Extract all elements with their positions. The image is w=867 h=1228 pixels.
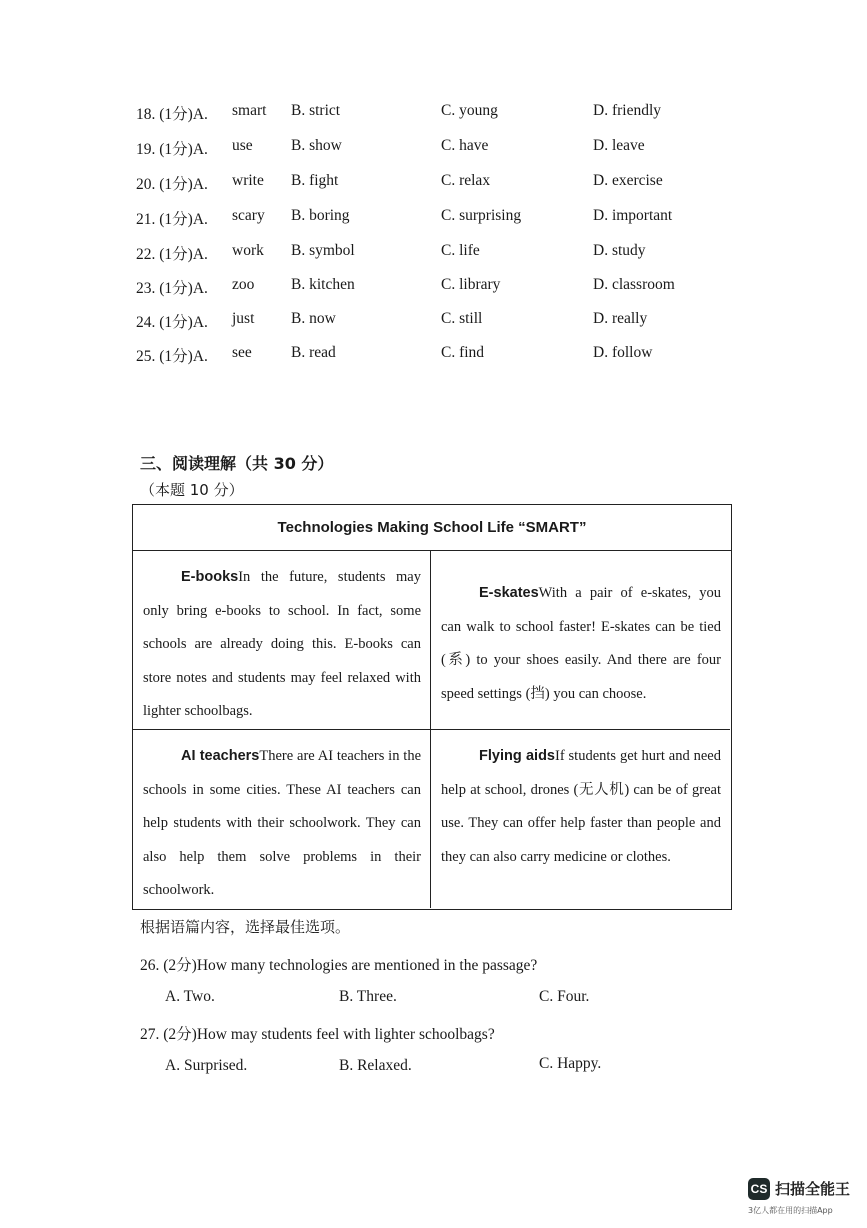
question-number: 20. (1分)A. <box>136 176 208 193</box>
option-a: write <box>232 172 264 189</box>
cloze-option-row <box>0 310 867 340</box>
cell-heading: E-skates <box>479 585 539 601</box>
section-title: 三、阅读理解（共 30 分） <box>140 454 334 473</box>
answer-option: A. Two. <box>165 988 215 1005</box>
watermark-app-name: 扫描全能王 <box>775 1180 851 1198</box>
cloze-option-row <box>0 276 867 306</box>
option-b: B. read <box>291 344 336 361</box>
question-number: 21. (1分)A. <box>136 211 208 228</box>
option-d: D. really <box>593 310 648 327</box>
option-d: D. important <box>593 207 673 224</box>
answer-option: B. Relaxed. <box>339 1057 412 1074</box>
option-c: C. life <box>441 242 480 259</box>
cell-body: In the future, students may only bring e-books to school. In fact, some schools are already doing this. E-books can store notes and students may feel relaxed with lighter schoolbags. <box>143 569 421 719</box>
option-b: B. now <box>291 310 336 327</box>
answer-option: C. Happy. <box>539 1055 602 1072</box>
option-a: see <box>232 344 252 361</box>
scanner-watermark <box>748 1175 860 1221</box>
option-d: D. leave <box>593 137 645 154</box>
option-a: zoo <box>232 276 255 293</box>
cell-heading: E-books <box>181 569 239 585</box>
option-d: D. classroom <box>593 276 675 293</box>
cell-body: There are AI teachers in the schools in some cities. These AI teachers can help students with their schoolwork. They can also help them solve problems in their schoolwork. <box>143 748 421 898</box>
question-number: 19. (1分)A. <box>136 141 208 158</box>
option-b: B. kitchen <box>291 276 355 293</box>
question-stem: 26. (2分)How many technologies are mentioned in the passage? <box>140 957 538 974</box>
answer-option: C. Four. <box>539 988 590 1005</box>
cloze-option-row <box>0 102 867 132</box>
section-note: （本题 10 分） <box>140 481 244 499</box>
option-a: use <box>232 137 253 154</box>
option-d: D. study <box>593 242 646 259</box>
cloze-option-row <box>0 242 867 272</box>
option-a: smart <box>232 102 267 119</box>
option-b: B. strict <box>291 102 341 119</box>
option-a: scary <box>232 207 265 224</box>
option-c: C. young <box>441 102 498 119</box>
option-c: C. find <box>441 344 485 361</box>
cloze-option-row <box>0 207 867 237</box>
passage-table <box>132 504 732 910</box>
option-d: D. follow <box>593 344 653 361</box>
option-d: D. friendly <box>593 102 662 119</box>
cell-heading: Flying aids <box>479 748 555 764</box>
option-a: just <box>232 310 255 327</box>
watermark-tagline: 3亿人都在用的扫描App <box>748 1206 833 1215</box>
option-b: B. boring <box>291 207 350 224</box>
option-c: C. still <box>441 310 483 327</box>
question-stem: 27. (2分)How may students feel with lighter schoolbags? <box>140 1026 495 1043</box>
instruction-text: 根据语篇内容，选择最佳选项。 <box>140 918 351 936</box>
passage-cell-eskates <box>431 551 730 730</box>
option-a: work <box>232 242 264 259</box>
question-number: 23. (1分)A. <box>136 280 208 297</box>
option-c: C. relax <box>441 172 491 189</box>
cell-body: If students get hurt and need help at school, drones (无人机) can be of great use. They can offer help faster than people and they can also carry medicine or clothes. <box>441 748 721 865</box>
question-number: 25. (1分)A. <box>136 348 208 365</box>
option-c: C. surprising <box>441 207 522 224</box>
question-number: 18. (1分)A. <box>136 106 208 123</box>
option-b: B. symbol <box>291 242 355 259</box>
option-c: C. have <box>441 137 489 154</box>
cloze-option-row <box>0 172 867 202</box>
passage-cell-ebooks <box>133 551 431 730</box>
option-d: D. exercise <box>593 172 663 189</box>
option-b: B. show <box>291 137 342 154</box>
cloze-option-row <box>0 137 867 167</box>
question-number: 22. (1分)A. <box>136 246 208 263</box>
passage-title: Technologies Making School Life “SMART” <box>133 505 731 551</box>
camscanner-logo-icon: CS <box>748 1178 770 1200</box>
passage-cell-flying-aids <box>431 730 730 908</box>
option-b: B. fight <box>291 172 339 189</box>
answer-option: A. Surprised. <box>165 1057 248 1074</box>
option-c: C. library <box>441 276 501 293</box>
cell-body: With a pair of e-skates, you can walk to school faster! E-skates can be tied (系) to your shoes easily. And there are four speed settings (挡) you can choose. <box>441 585 721 702</box>
question-number: 24. (1分)A. <box>136 314 208 331</box>
passage-cell-ai-teachers <box>133 730 431 908</box>
cell-heading: AI teachers <box>181 748 260 764</box>
answer-option: B. Three. <box>339 988 397 1005</box>
cloze-option-row <box>0 344 867 374</box>
